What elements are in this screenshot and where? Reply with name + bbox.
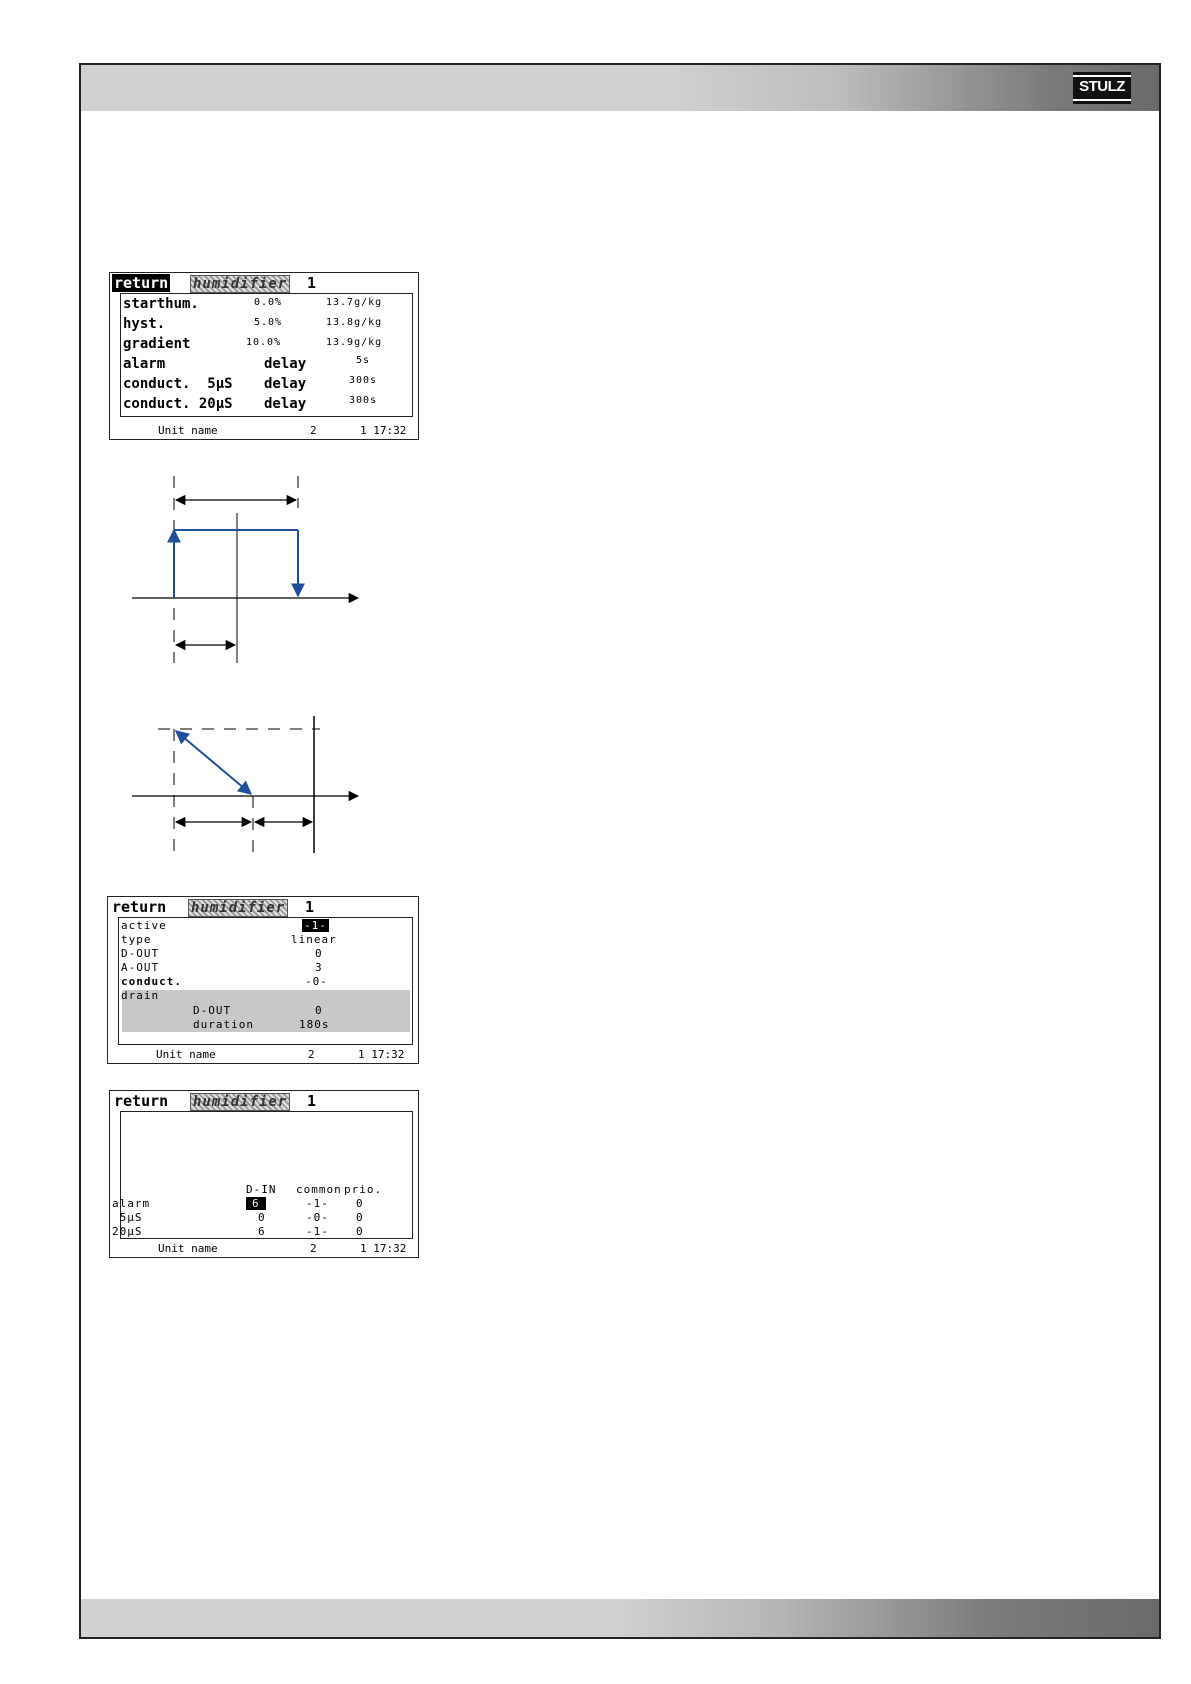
page-number: 1 — [307, 274, 317, 292]
row-value[interactable]: 10.0% — [246, 337, 282, 348]
status-bar — [110, 1242, 418, 1256]
tab-humidifier[interactable]: humidifier — [190, 1093, 290, 1111]
status-time: 1 17:32 — [360, 1242, 407, 1255]
drain-row-label: duration — [193, 1018, 254, 1031]
status-number: 2 — [310, 1242, 317, 1255]
header-common: common — [296, 1183, 342, 1196]
row-label: type — [121, 933, 152, 946]
status-bar — [108, 1048, 418, 1062]
status-time: 1 17:32 — [358, 1048, 405, 1061]
status-number: 2 — [310, 424, 317, 437]
row-extra[interactable]: 300s — [349, 395, 378, 406]
row-label: conduct. 5µS — [123, 376, 233, 392]
row-label: hyst. — [123, 316, 166, 332]
din-value[interactable]: 0 — [258, 1211, 266, 1224]
prio-value[interactable]: 0 — [356, 1211, 364, 1224]
tab-return[interactable]: return — [112, 898, 167, 916]
params-panel — [120, 293, 413, 417]
tab-return[interactable]: return — [114, 274, 169, 292]
row-mid: delay — [264, 376, 307, 392]
header-band — [81, 65, 1159, 111]
row-mid: delay — [264, 356, 307, 372]
header-prio: prio. — [344, 1183, 383, 1196]
drain-row-value[interactable]: 0 — [315, 1004, 323, 1017]
page-number: 1 — [307, 1092, 317, 1110]
header-din: D-IN — [246, 1183, 277, 1196]
row-label: alarm — [112, 1197, 151, 1210]
unit-name: Unit name — [156, 1048, 216, 1061]
footer-band — [81, 1599, 1159, 1637]
din-value-selected[interactable]: 6 — [246, 1197, 266, 1210]
row-label: drain — [121, 989, 160, 1002]
row-label: active — [121, 919, 167, 932]
tab-return[interactable]: return — [114, 1092, 169, 1110]
status-number: 2 — [308, 1048, 315, 1061]
row-value[interactable]: linear — [291, 933, 337, 946]
row-extra[interactable]: 300s — [349, 375, 378, 386]
row-label: 20µS — [112, 1225, 143, 1238]
config-panel — [118, 917, 413, 1045]
drain-row-value[interactable]: 180s — [299, 1018, 330, 1031]
prio-value[interactable]: 0 — [356, 1197, 364, 1210]
gradient-arrow — [176, 731, 251, 794]
drain-section — [122, 990, 410, 1032]
row-label: 5µS — [112, 1211, 143, 1224]
diagram-hysteresis — [120, 468, 380, 668]
row-mid: delay — [264, 396, 307, 412]
row-label: conduct. — [121, 975, 182, 988]
din-value[interactable]: 6 — [258, 1225, 266, 1238]
row-value[interactable]: 3 — [315, 961, 323, 974]
diagram-gradient — [120, 708, 380, 858]
row-label: gradient — [123, 336, 191, 352]
row-label: alarm — [123, 356, 166, 372]
unit-name: Unit name — [158, 424, 218, 437]
row-extra: 13.9g/kg — [326, 337, 383, 348]
row-label: conduct. 20µS — [123, 396, 233, 412]
row-label: A-OUT — [121, 961, 160, 974]
lcd-screen-humidifier-config — [107, 896, 419, 1064]
lcd-screen-humidifier-params — [109, 272, 419, 440]
row-value[interactable]: 0 — [315, 947, 323, 960]
row-label: starthum. — [123, 296, 199, 312]
tab-humidifier[interactable]: humidifier — [188, 899, 288, 917]
row-value-selected[interactable]: -1- — [304, 919, 327, 932]
tab-humidifier[interactable]: humidifier — [190, 275, 290, 293]
status-time: 1 17:32 — [360, 424, 407, 437]
alarm-panel — [120, 1111, 413, 1239]
row-label: D-OUT — [121, 947, 160, 960]
row-extra: 13.8g/kg — [326, 317, 383, 328]
logo-text: STULZ — [1073, 77, 1131, 99]
row-value[interactable]: -0- — [305, 975, 328, 988]
stulz-logo — [1073, 72, 1131, 104]
prio-value[interactable]: 0 — [356, 1225, 364, 1238]
page-number: 1 — [305, 898, 315, 916]
common-value[interactable]: -0- — [306, 1211, 329, 1224]
unit-name: Unit name — [158, 1242, 218, 1255]
common-value[interactable]: -1- — [306, 1225, 329, 1238]
row-value[interactable]: 5.0% — [254, 317, 283, 328]
drain-row-label: D-OUT — [193, 1004, 232, 1017]
lcd-screen-humidifier-alarms — [109, 1090, 419, 1258]
row-value[interactable]: 0.0% — [254, 297, 283, 308]
row-extra[interactable]: 5s — [356, 355, 371, 366]
status-bar — [110, 424, 418, 438]
row-extra: 13.7g/kg — [326, 297, 383, 308]
common-value[interactable]: -1- — [306, 1197, 329, 1210]
